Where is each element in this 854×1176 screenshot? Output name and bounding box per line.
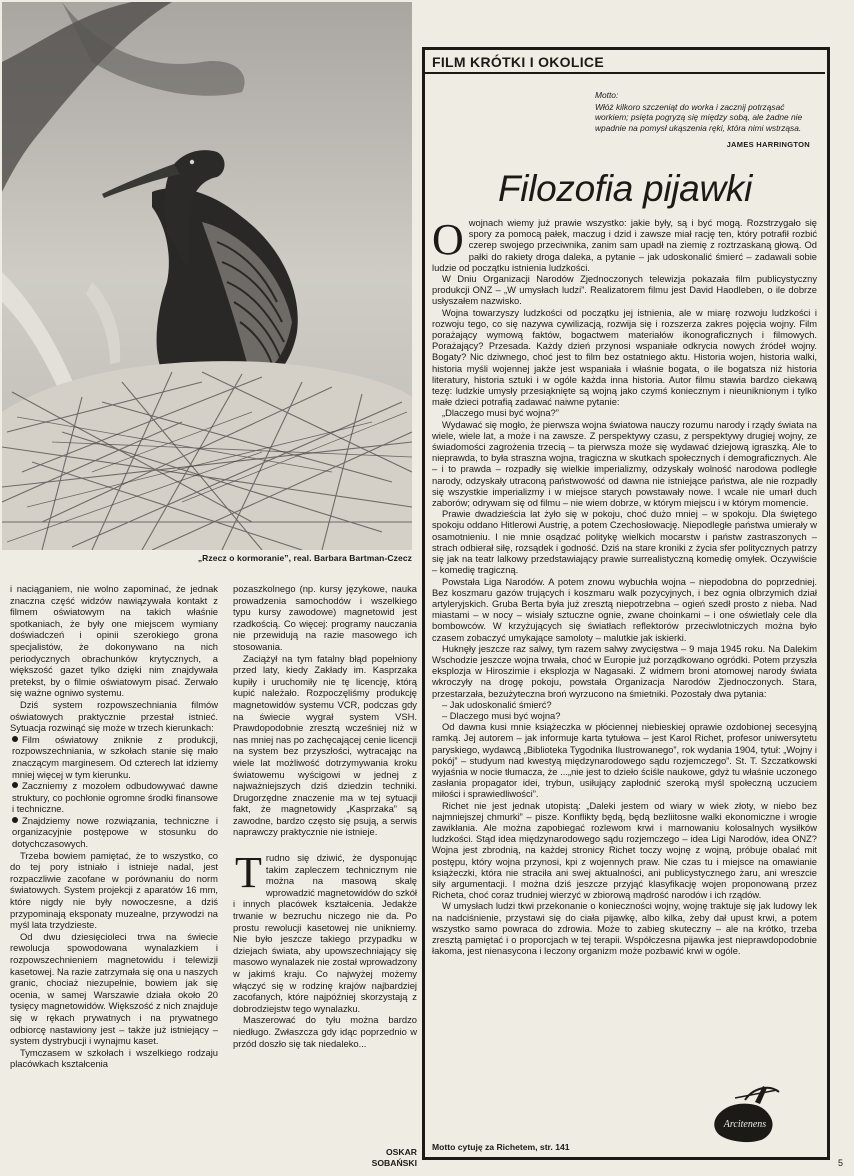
cormorant-illustration — [2, 2, 412, 550]
cormorant-photo — [2, 2, 412, 550]
paragraph: Maszerować do tyłu można bardzo niedługo. Zwłaszcza gdy idąc poprzednio w przód doszło się tak niedaleko... — [233, 1014, 417, 1049]
paragraph: pozaszkolnego (np. kursy językowe, nauka prowadzenia samochodów i wszelkiego typu kursy zawodowe) magnetowid jest rzadkością. Co więcej: programy nauczania nie przewidują na razie masowego ich stosowania. — [233, 583, 417, 652]
bullet-icon — [12, 736, 18, 742]
paragraph: – Jak udoskonalić śmierć? — [442, 699, 552, 710]
author-last-name: SOBAŃSKI — [371, 1158, 417, 1168]
paragraph: Huknęły jeszcze raz salwy, tym razem salwy zwycięstwa – 9 maja 1945 roku. Na Dalekim Wschodzie jeszcze wojna trwała, choć w Europie już porządkowano ogródki. Potem przyszła eksplozja w Hiroszimie i eksplozja w Nagasaki. Z widmem broni atomowej narody świata wkroczyły na drogę pokoju, powstała Organizacja Narodów Zjednoczonych. Stara, przestarzała, bezużyteczna broń wyrzucono na śmietniki. Pozostały dwa pytania: — [432, 643, 817, 699]
archer-icon — [705, 1080, 785, 1150]
paragraph: Od dawna kusi mnie książeczka w płóciennej niebieskiej oprawie ozdobionej secesyjną ramką. Jej autorem – jak informuje karta tytułowa – jest Karol Richet, profesor uniwersytetu paryskiego, wydawcą „Biblioteka Tygodnika Ilustrowanego”, rok wydania 1904, tytuł: „Wojny i pokój” – studyum nad kwestyą międzynarodowego sądu rozjemczego”. St. T. Szczatkowski wyjaśnia w nocie tłumacza, że ...„nie jest to dzieło ściśle naukowe, gdyż tu właśnie uczonego zasłania propagator idei, trybun, usiłujący zapłodnić szeroką myśl społeczną uczuciem miłości i sprawiedliwości”. — [432, 722, 817, 800]
paragraph: W Dniu Organizacji Narodów Zjednoczonych telewizja pokazała film publicystyczny produkcji ONZ – „W umysłach ludzi”. Realizatorem filmu jest David Haodleben, o ile dobrze usłyszałem nazwisko. — [432, 274, 817, 307]
section-label: FILM KRÓTKI I OKOLICE — [432, 54, 604, 70]
footer-note: Motto cytuję za Richetem, str. 141 — [432, 1142, 570, 1152]
article-body — [432, 218, 817, 1116]
bullet-item: Znajdziemy nowe rozwiązania, techniczne i organizacyjnie postępowe w stosunku do dotychczasowych. — [12, 814, 218, 850]
article-headline: Filozofia pijawki — [498, 168, 752, 209]
motto-author: JAMES HARRINGTON — [726, 140, 810, 149]
paragraph: Richet nie jest jednak utopistą: „Daleki jestem od wiary w wiek złoty, w niebo bez najmniejszej chmurki” – pisze. Konflikty będą, będą bezliitosne walki ekonomiczne i wrogie zawikłania. Ale można zapobiegać rozlewom krwi i marnowaniu kolosalnych wysiłków ludzkości. Stąd idea międzynarodowego sądu rozjemczego – idea Ligi Narodów, idea ONZ? Wojna jest zbrodnią, na każdej stronicy Richet toczy wojnę z wojną, próbuje obalać mit postępu, który wojna przynosi, kpi z wojennych praw. Nie czas tu i miejsce na omawianie książeczki, która nie straciła ani swej aktualności, ani publicystycznego żaru, ani wreszcie siły argumentacji. I można dziś jeszcze przyjąć klasyfikację wojen proponowaną przez Richeta, choć coraz trudniej wierzyć w zbiorową mądrość narodów i ich rządów. — [432, 800, 817, 901]
paragraph: i naciąganiem, nie wolno zapominać, że jednak znaczna część widzów nawiązywała kontakt z filmem oświatowym na takich właśnie spotkaniach, że były one miejscem wymiany doświadczeń i opinii szerokiego grona specjalistów, że dokonywano na nich periodycznych obrachunków krytycznych, a większość gazet tylko dzięki nim znajdywała pretekst, by o filmie oświatowym pisać. Zerwało się ważne ogniwo systemu. — [10, 583, 218, 699]
photo-caption: „Rzecz o kormoranie”, real. Barbara Bartman-Czecz — [197, 553, 412, 563]
frame-top-rule — [422, 47, 830, 50]
paragraph-with-drop-cap: Owojnach wiemy już prawie wszystko: jakie były, są i być mogą. Rozstrzygało się spory za pomocą pałek, maczug i dzid i zawsze miał rację ten, który potrafił rozbić czerep swojego przeciwnika, zanim sam upadł na ziemię z roztrzaskaną głową. Od pałki do rakiety droga daleka, a pytanie – jak udoskonalić śmierć – zadawali sobie ludzie od początku istnienia ludzkości. — [432, 218, 817, 273]
motto — [595, 90, 812, 133]
bullet-item: Zaczniemy z mozołem odbudowywać dawne struktury, co pochłonie ogromne środki finansowe i techniczne. — [12, 780, 218, 815]
article-column-left-1 — [10, 583, 218, 1173]
paragraph: – Dlaczego musi być wojna? — [442, 710, 561, 721]
motto-label: Motto: — [595, 90, 619, 100]
bullet-item: Film oświatowy zniknie z produkcji, rozpowszechniania, w szkołach stanie się mało znaczącym marginesem. Od czterech lat idziemy mniej więcej w tym kierunku. — [12, 733, 218, 780]
paragraph: W umysłach ludzi tkwi przekonanie o konieczności wojny, wojnę traktuje się jak ludowy lek na nadciśnienie, przystawi się do ciała pijawkę, albo kilka, żeby dał upust krwi, a potem wszystko samo powraca do zdrowia. Może to zabieg skuteczny – ale na krótko, trzeba zresztą pamiętać i o proporcjach w tej terapii. Współczesna pijawka jest nieprawdopodobnie łakoma, jest nienasycona i leczony organizm może pozbawić krwi w ogóle. — [432, 901, 817, 957]
bullet-icon — [12, 817, 18, 823]
paragraph: Od dwu dziesięcioleci trwa na świecie rewolucja spowodowana wynalazkiem i rozpowszechnieniem magnetowidu i telewizji kasetowej. Na razie zatrzymała się ona u naszych granic, chociaż niezupełnie, bowiem jak się ocenia, w samej Warszawie działa około 20 tysięcy magnetowidów. Większość z nich znajduje się w rękach prywatnych i na prywatnego odbiorcę nastawiony jest – także już istniejący – system dystrybucji i wynajmu kaset. — [10, 930, 218, 1047]
bullet-icon — [12, 782, 18, 788]
paragraph: Dziś system rozpowszechniania filmów oświatowych praktycznie przestał istnieć. Sytuacja rozwinąć się może w trzech kierunkach: — [10, 698, 218, 734]
paragraph: Prawie dwadzieścia lat żyło się w pokoju, choć dużo mniej – w spokoju. Dla świętego spokoju oddano Hitlerowi Austrię, a potem Czechosłowację. Niepodległe państwa umierały w osamotnieniu. I nie mnie osądzać politykę wielkich mocarstw i państw zastraszonych – strach odbierał siłę, rozsądek i godność. Dziś na stare kroniki z życia sfer politycznych patrzy się jak na teatr lalkowy przedstawiający prawie surrealistyczną komedię omyłek. Oczywiście – komedię tragiczną. — [432, 509, 817, 576]
paragraph: Wojna towarzyszy ludzkości od początku jej istnienia, ale w miarę rozwoju ludzkości i rozwoju tego, co się nazywa cywilizacją, rozwija się i rozszerza zakres pojęcia wojny. Film porażający wymową faktów, bogactwem materiałów ikonograficznych i filmowych. Porażający? Przesada. Każdy dzień przynosi wspaniałe odkrycia nowych źródeł wojny. Bogaty? Nic dziwnego, choć jest to film bez ostatniego aktu. Historia wojen, historia walki, historia myśli wojennej jakże jest wspaniała i właśnie bogata, o ile bogatsza niż historia literatury, historia sztuki i w ogóle każda inna historia. Autor filmu stawia bardzo ciekawą tezę: ludzkie umysły przesiąknięte są wojną jako czymś koniecznym i nieuniknionym i tylko małe dzieci potrafią zadawać naiwne pytanie: — [432, 307, 817, 408]
drop-cap: T — [235, 848, 262, 898]
author-first-name: OSKAR — [385, 1147, 417, 1157]
author-signature — [300, 1147, 417, 1169]
logo-text: Arcitenens — [723, 1119, 767, 1130]
paragraph: Wydawać się mogło, że pierwsza wojna światowa nauczy rozumu narody i rządy świata na wiele, wiele lat, a może i na zawsze. Z perspektywy czasu, z perspektywy drugiej wojny, ze świadomości zagrożenia trzecią – ta pierwsza może się wydawać dziejową igraszką. Ale to nieprawda, to była straszna wojna, tragiczna w skutkach społecznych i demograficznych. Ale – i to prawda – rozpadły się wielkie imperializmy, odzyskały wolność narodowa podległe narody, odzyskały utraconą państwowość od dawna nie istniejące państwa, ale nie rozpadły się wszystkie imperializmy i w miejsce starych powstawały nowe. I wcale nie umarł duch zaborów; odrywam się od filmu – nie wiem dobrze, w którym miejscu i w którym momencie. — [432, 419, 817, 509]
paragraph: Tymczasem w szkołach i wszelkiego rodzaju placówkach kształcenia — [10, 1046, 218, 1070]
paragraph: Zaciążył na tym fatalny błąd popełniony przed laty, kiedy Zakłady im. Kasprzaka kupiły i uruchomiły nie tę licencję, którą kupić należało. Rozpoczęliśmy produkcję magnetowidów systemu VCR, podczas gdy na świecie wygrał system VSH. Prawdopodobnie zresztą wcześniej niż w nas mniej nas po zachęcającej cenie licencji na system bez przyszłości, wytracając na wiele lat możliwość dotrzymywania kroku światowemu wyścigowi w jednej z najważniejszych dziś dziedzin techniki. Drugorzędne znaczenie ma w tej sytuacji fakt, że magnetowidy „Kasprzaka” są zawodne, bardzo często się psują, a serwis naprawczy praktycznie nie istnieje. — [233, 652, 417, 838]
page-number: 5 — [838, 1158, 844, 1168]
paragraph: Trzeba bowiem pamiętać, że to wszystko, co do tej pory istniało i istnieje nadal, jest rozpaczliwie zacofane w porównaniu do norm światowych. System projekcji z aparatów 16 mm, które nigdy nie były nowoczesne, a dziś przypominają eksponaty muzealne, przywodzi na myśl lata trzydzieste. — [10, 849, 218, 931]
paragraph: Powstała Liga Narodów. A potem znowu wybuchła wojna – niepodobna do poprzedniej. Bez koszmaru gazów trujących i koszmaru walk pozycyjnych, i bez ognia olbrzymich dział artyleryjskich. Gruba Berta była już zresztą niepotrzebna – ogień szedł prosto z nieba. Nad miastami – w nocy – wisiały sztuczne ognie, zwane choinkami – i one oświetlały cele dla bombowców. W krzyżujących się światłach reflektorów przeciwlotniczych można było czasem zobaczyć umykające samoloty – malutkie jak iskierki. — [432, 576, 817, 643]
article-column-left-2 — [233, 583, 417, 1173]
drop-cap: O — [432, 218, 464, 264]
paragraph-with-drop-cap: Trudno się dziwić, że dysponując takim zapleczem technicznym nie można na masową skalę wprowadzić magnetowidów do szkół i innych placówek kształcenia. Jedakże trwanie w bezruchu niczego nie da. Po prostu rewolucji kasetowej nie unikniemy. Nie było jeszcze takiego przypadku w dziejach świata, aby upowszechniający się masowo wynalazek nie został wprowadzony w jakimś kraju. Co najwyżej możemy włączyć się w rodzinę krajów najbardziej zacofanych, które najpóźniej skorzystają z dobrodziejstw tego wynalazku. — [233, 848, 417, 1014]
section-rule — [425, 72, 825, 74]
paragraph: „Dlaczego musi być wojna?” — [442, 408, 559, 419]
sagittarius-logo — [705, 1080, 785, 1150]
motto-text: Włóż kilkoro szczeniąt do worka i zacznij potrząsać workiem; psięta pogryzą się między sobą, ale żadne nie wpadnie na pomysł ukąszenia ręki, która nimi wstrząsa. — [595, 101, 803, 133]
